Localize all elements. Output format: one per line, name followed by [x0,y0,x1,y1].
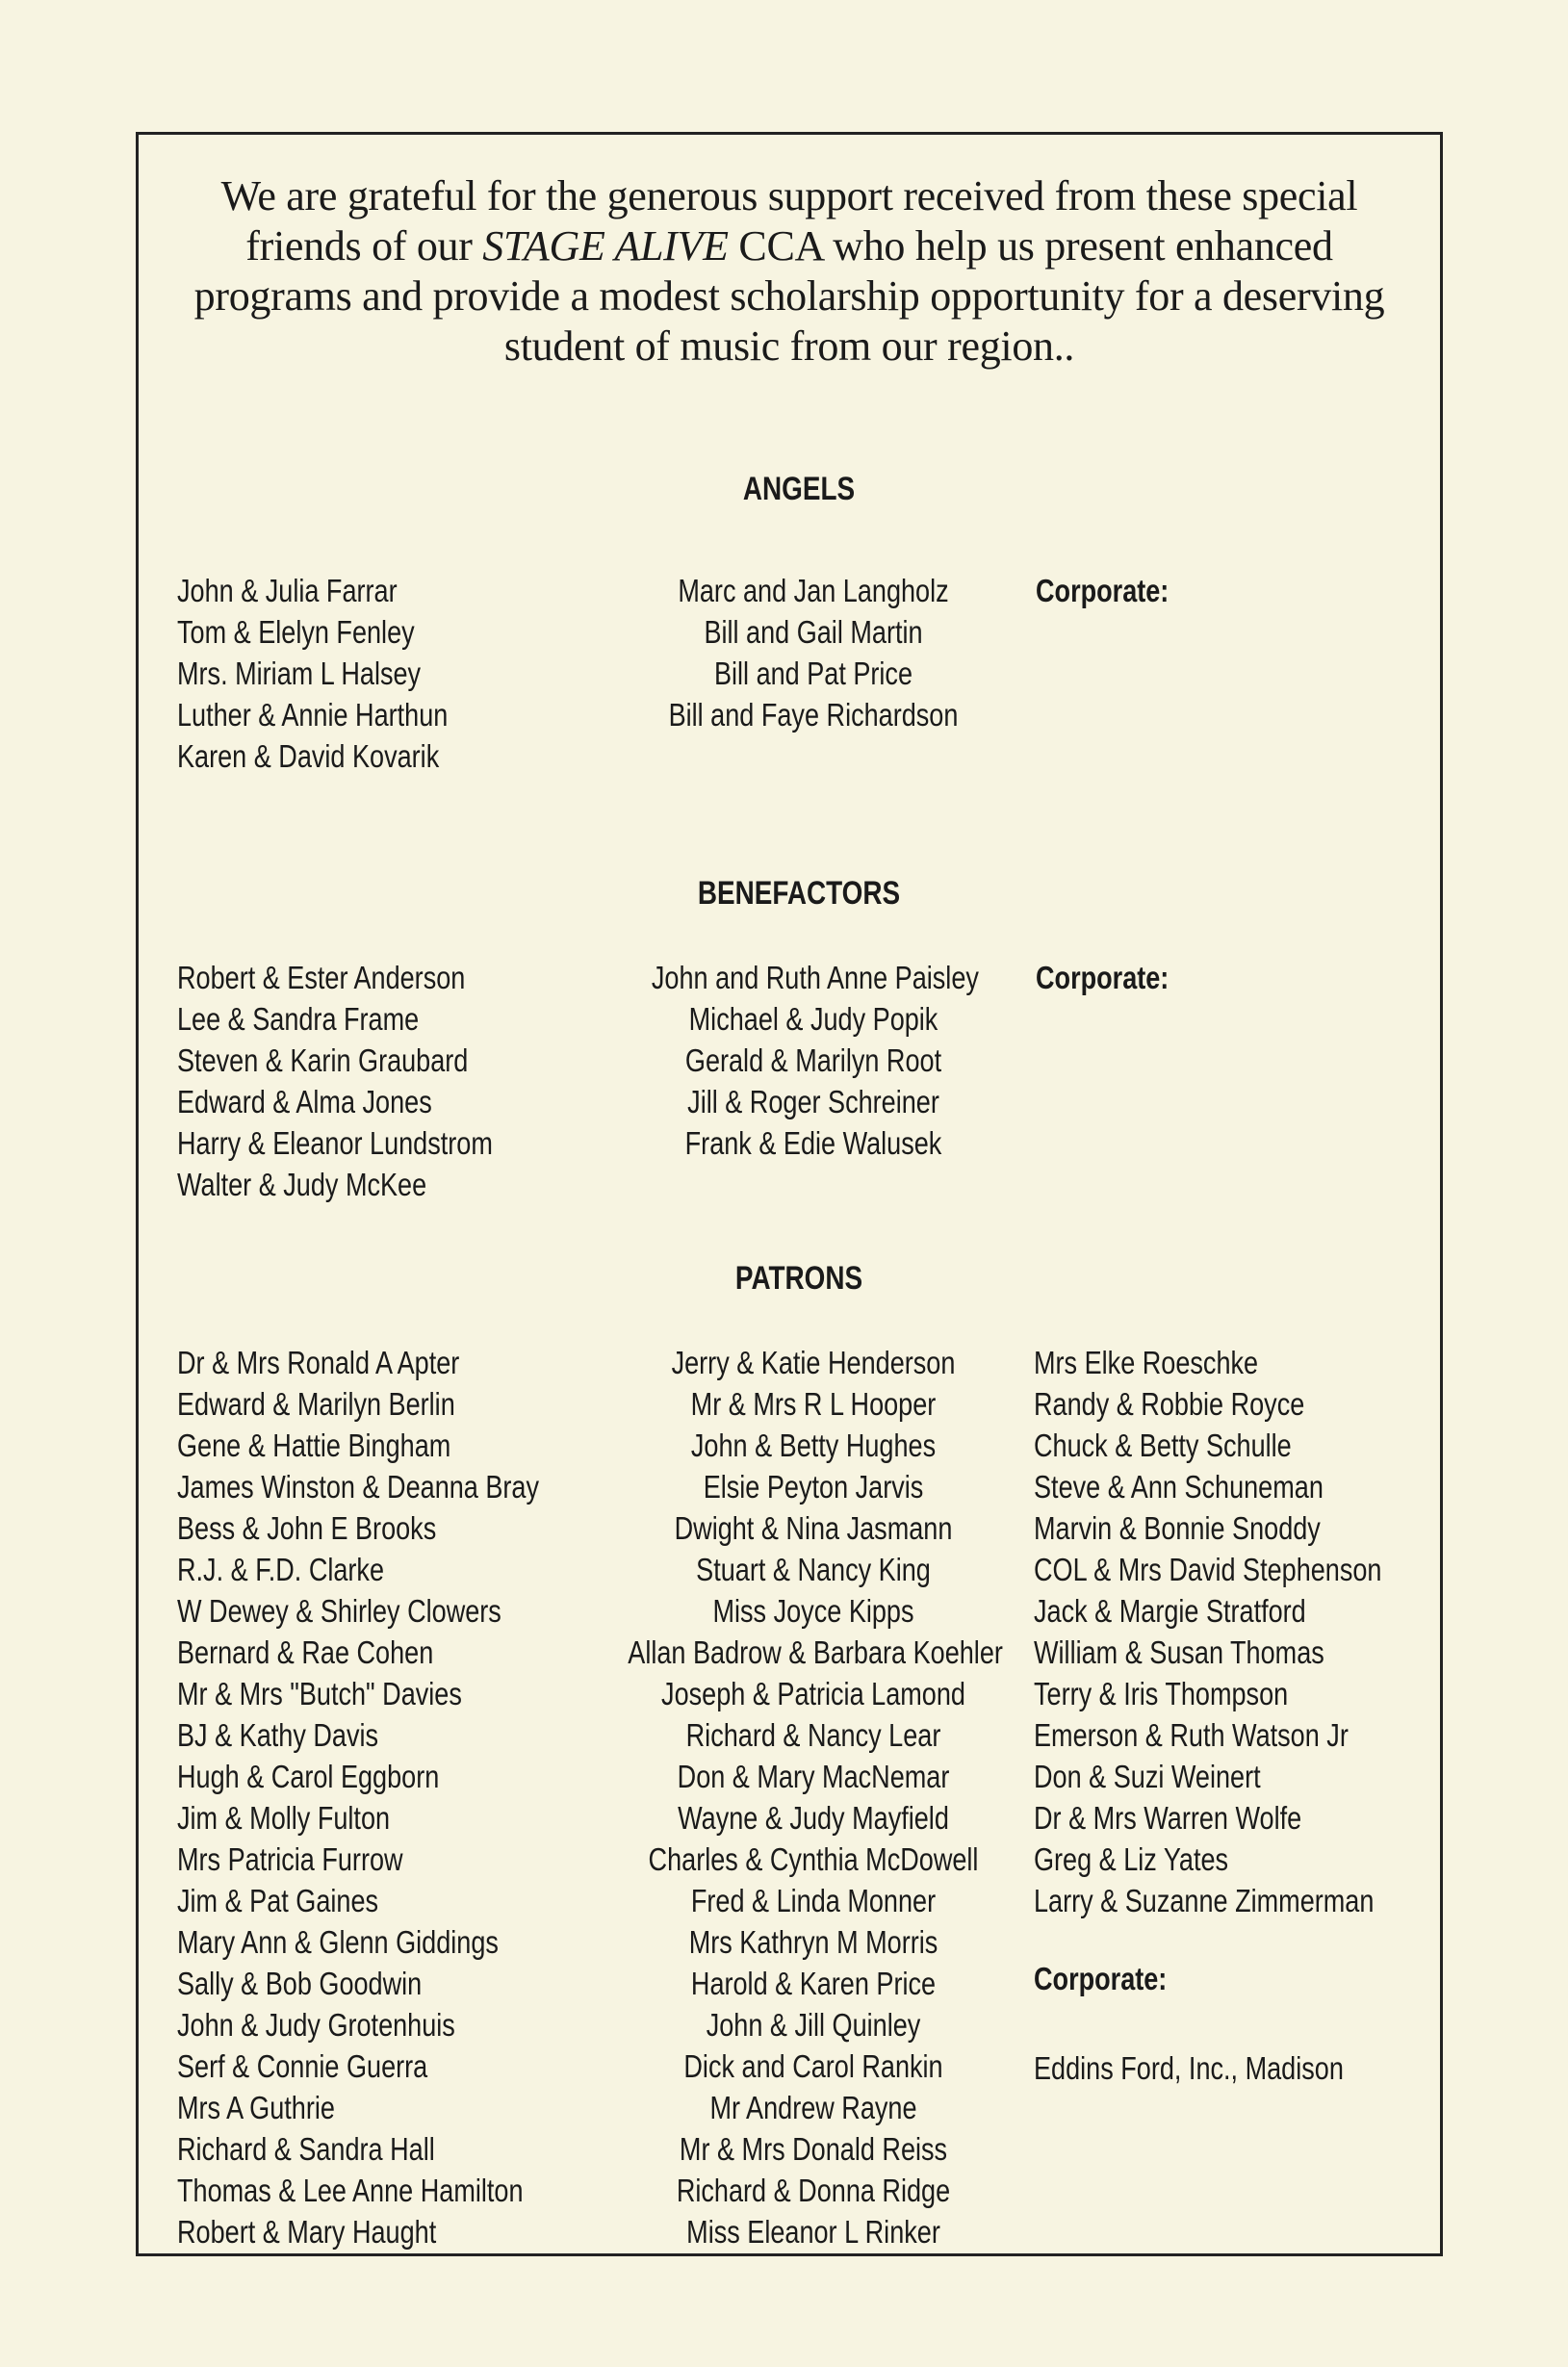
patrons-corporate-label: Corporate: [1034,1961,1168,1996]
patron-name: Mr & Mrs Donald Reiss [679,2131,948,2167]
benefactor-name: Lee & Sandra Frame [177,1001,420,1037]
patron-name: Jack & Margie Stratford [1034,1593,1306,1629]
angel-name: Tom & Elelyn Fenley [177,614,415,650]
patron-name: Mrs Elke Roeschke [1034,1345,1259,1380]
benefactor-name: John and Ruth Anne Paisley [651,960,979,995]
patron-name: Allan Badrow & Barbara Koehler [628,1634,1003,1670]
angels-list-center [635,570,991,735]
intro-text-after: CCA who help us present enhanced programs and provide a modest scholarship opportunity for a deserving student of music from our region.. [193,222,1385,370]
patron-name: Harold & Karen Price [690,1966,937,2001]
patron-name: W Dewey & Shirley Clowers [177,1593,501,1629]
patron-name: Gene & Hattie Bingham [177,1428,451,1463]
benefactors-corporate-label: Corporate: [1036,960,1170,995]
patron-name: Mr & Mrs R L Hooper [690,1386,937,1422]
patron-name: Mary Ann & Glenn Giddings [177,1924,499,1960]
patron-name: Elsie Peyton Jarvis [703,1469,924,1505]
angels-heading: ANGELS [742,471,856,507]
patron-name: Stuart & Nancy King [696,1552,931,1587]
patron-name: R.J. & F.D. Clarke [177,1552,385,1587]
patron-name: Serf & Connie Guerra [177,2048,428,2084]
patrons-list-left [177,1342,619,2252]
patron-name: William & Susan Thomas [1034,1634,1324,1670]
patron-name: Dwight & Nina Jasmann [674,1510,953,1546]
patron-name: Dr & Mrs Warren Wolfe [1034,1800,1302,1836]
patron-name: COL & Mrs David Stephenson [1034,1552,1382,1587]
patron-name: Wayne & Judy Mayfield [678,1800,949,1836]
patrons-list-right [1034,1342,1458,1921]
patron-name: Mr Andrew Rayne [709,2090,917,2125]
patron-name: Steve & Ann Schuneman [1034,1469,1324,1505]
benefactors-list-left [177,957,562,1205]
patron-name: Thomas & Lee Anne Hamilton [177,2173,524,2208]
patron-name: Joseph & Patricia Lamond [661,1676,965,1711]
angel-name: Karen & David Kovarik [177,738,440,774]
patron-name: Don & Mary MacNemar [677,1759,950,1794]
patron-name: Robert & Mary Haught [177,2214,437,2250]
angel-name: Bill and Pat Price [713,656,913,691]
patrons-list-center [587,1342,1040,2252]
patron-name: John & Betty Hughes [690,1428,937,1463]
patron-name: Emerson & Ruth Watson Jr [1034,1717,1349,1753]
benefactor-name: Robert & Ester Anderson [177,960,466,995]
angel-name: Mrs. Miriam L Halsey [177,656,422,691]
benefactor-name: Harry & Eleanor Lundstrom [177,1125,493,1161]
patron-name: Bess & John E Brooks [177,1510,437,1546]
patron-name: Fred & Linda Monner [690,1883,937,1918]
patron-name: Don & Suzi Weinert [1034,1759,1261,1794]
patron-name: Mrs A Guthrie [177,2090,335,2125]
patron-name: James Winston & Deanna Bray [177,1469,540,1505]
benefactor-name: Edward & Alma Jones [177,1084,432,1119]
angel-name: Marc and Jan Langholz [678,573,949,608]
patron-name: Mrs Patricia Furrow [177,1841,403,1877]
angels-list-left [177,570,507,777]
patron-name: Bernard & Rae Cohen [177,1634,434,1670]
benefactor-name: Steven & Karin Graubard [177,1042,469,1078]
patron-name: Chuck & Betty Schulle [1034,1428,1292,1463]
angel-name: Bill and Gail Martin [704,614,923,650]
patron-name: Charles & Cynthia McDowell [648,1841,979,1877]
patron-name: John & Judy Grotenhuis [177,2007,455,2043]
angel-name: John & Julia Farrar [177,573,398,608]
patron-name: Hugh & Carol Eggborn [177,1759,440,1794]
benefactor-name: Michael & Judy Popik [688,1001,938,1037]
patron-name: Mr & Mrs "Butch" Davies [177,1676,462,1711]
patron-name: Miss Eleanor L Rinker [686,2214,940,2250]
patrons-heading: PATRONS [734,1260,863,1297]
patron-name: Jim & Pat Gaines [177,1883,379,1918]
patron-name: Jim & Molly Fulton [177,1800,391,1836]
patron-name: Randy & Robbie Royce [1034,1386,1305,1422]
angel-name: Luther & Annie Harthun [177,697,449,733]
patron-name: Sally & Bob Goodwin [177,1966,423,2001]
patron-name: Dick and Carol Rankin [683,2048,943,2084]
intro-emphasis: STAGE ALIVE [482,222,729,270]
patron-name: Mrs Kathryn M Morris [688,1924,938,1960]
patron-name: Larry & Suzanne Zimmerman [1034,1883,1375,1918]
patron-name: Richard & Sandra Hall [177,2131,435,2167]
patron-name: Terry & Iris Thompson [1034,1676,1289,1711]
benefactors-list-center [616,957,1011,1164]
benefactors-heading: BENEFACTORS [697,875,901,912]
patron-name: Edward & Marilyn Berlin [177,1386,455,1422]
intro-paragraph [173,171,1405,372]
benefactor-name: Jill & Roger Schreiner [687,1084,939,1119]
patron-name: Marvin & Bonnie Snoddy [1034,1510,1321,1546]
patron-name: Miss Joyce Kipps [712,1593,914,1629]
benefactor-name: Gerald & Marilyn Root [684,1042,942,1078]
patron-name: Dr & Mrs Ronald A Apter [177,1345,460,1380]
patron-name: John & Jill Quinley [706,2007,921,2043]
intro-text-before: We are grateful for the generous support received from these special friends of our [220,172,1358,270]
benefactor-name: Walter & Judy McKee [177,1167,427,1202]
patron-name: Greg & Liz Yates [1034,1841,1229,1877]
angels-corporate-label: Corporate: [1036,573,1170,608]
patron-name: Jerry & Katie Henderson [671,1345,956,1380]
angel-name: Bill and Faye Richardson [668,697,959,733]
patron-name: Richard & Nancy Lear [685,1717,941,1753]
patrons-corporate-sponsor: Eddins Ford, Inc., Madison [1034,2050,1344,2086]
patron-name: Richard & Donna Ridge [676,2173,951,2208]
patron-name: BJ & Kathy Davis [177,1717,379,1753]
benefactor-name: Frank & Edie Walusek [684,1125,942,1161]
